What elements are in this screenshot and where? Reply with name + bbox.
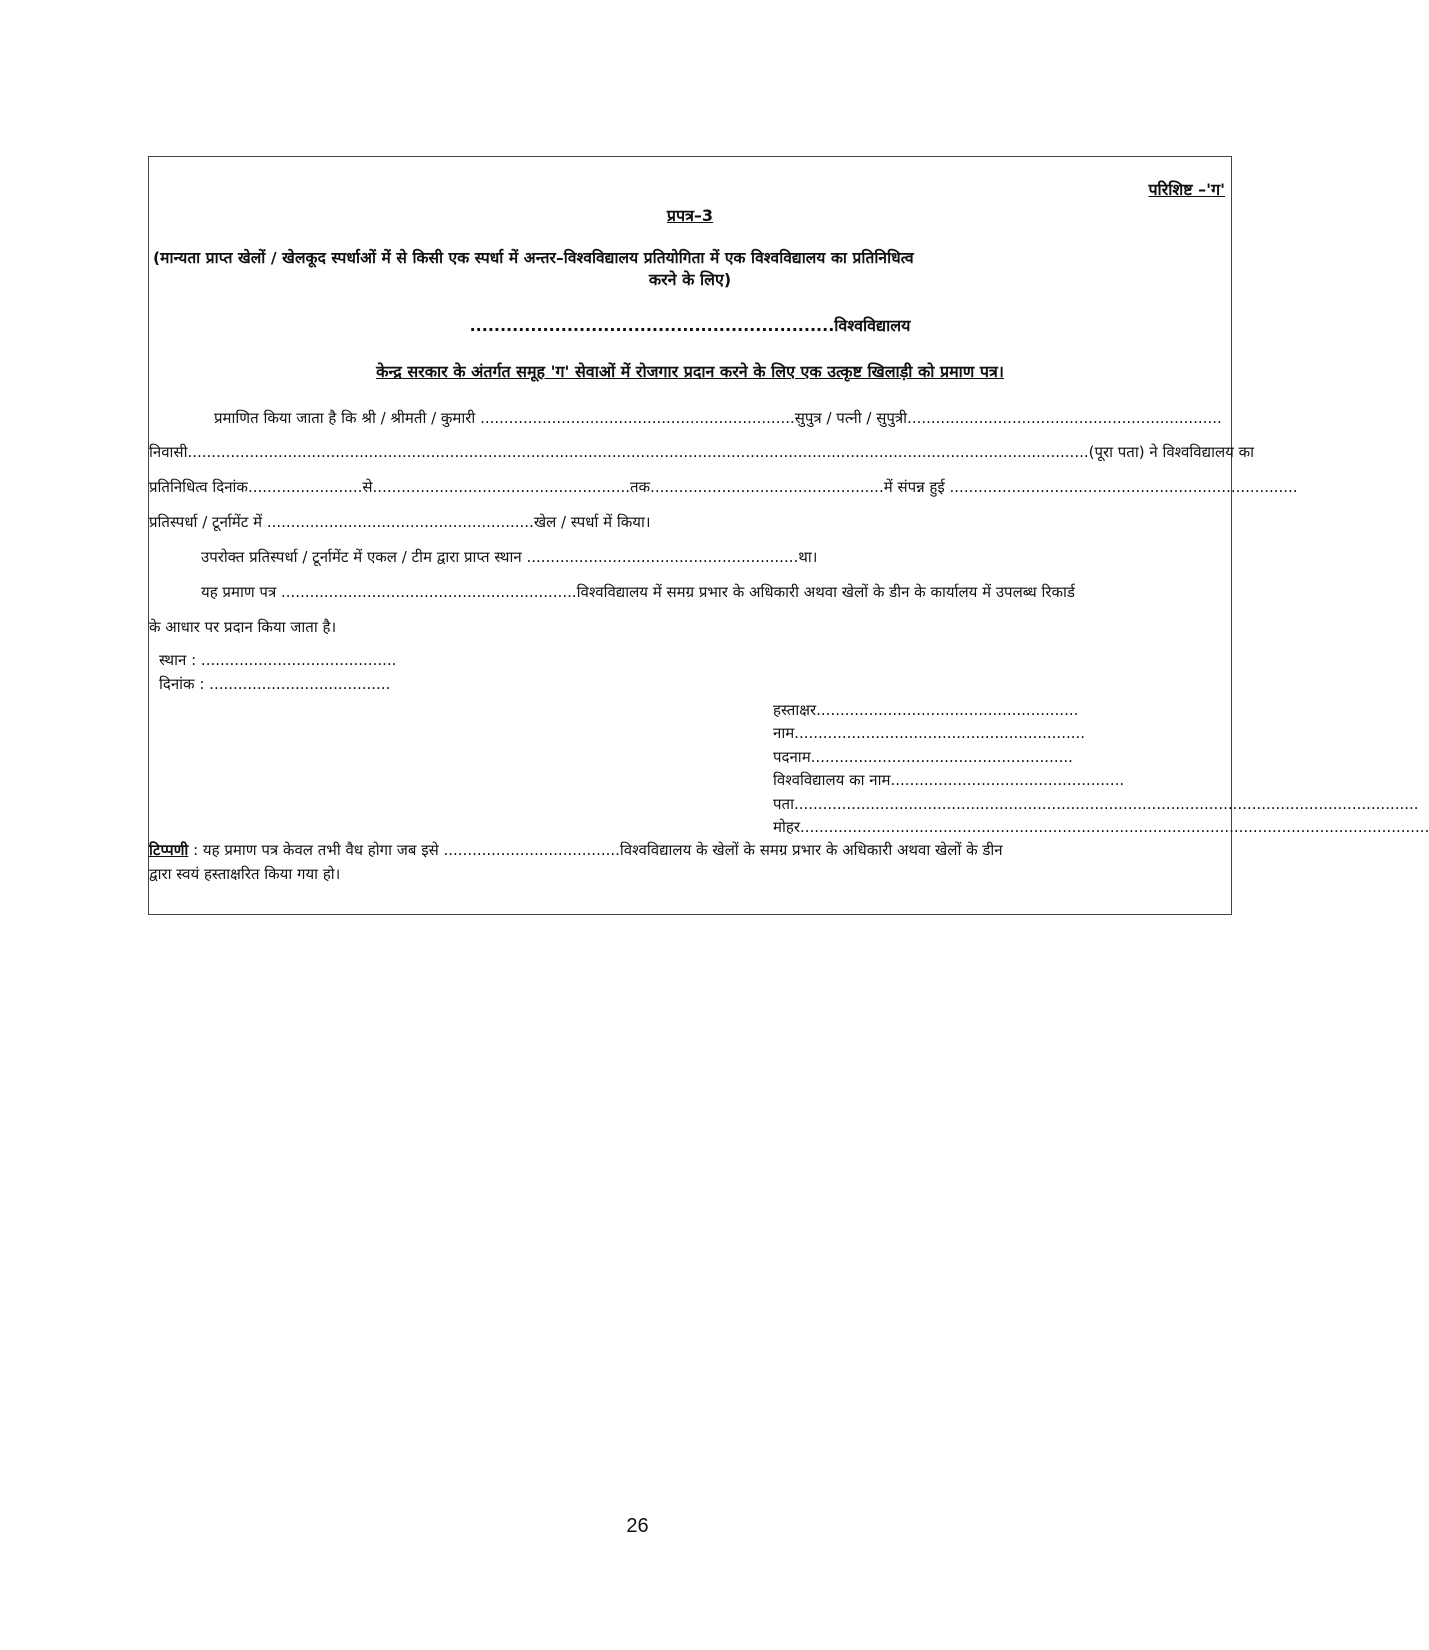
body-line-3: प्रतिनिधित्व दिनांक........................से......................................................तक.................................................में संपन्न हुई ......................................................................... — [149, 478, 1298, 496]
body-line-1: प्रमाणित किया जाता है कि श्री / श्रीमती / कुमारी ..................................................................सुपुत्र / पत्नी / सुपुत्री.................................................................. — [214, 409, 1222, 427]
form-subtitle-line2: करने के लिए) — [648, 270, 732, 289]
appendix-label: परिशिष्ट –'ग' — [1148, 180, 1225, 199]
note-text: : यह प्रमाण पत्र केवल तभी वैध होगा जब इसे .....................................विश्वविद्यालय के खेलों के समग्र प्रभार के अधिकारी अथवा खेलों के डीन — [188, 841, 1003, 859]
body-line-5: उपरोक्त प्रतिस्पर्धा / टूर्नामेंट में एकल / टीम द्वारा प्राप्त स्थान .........................................................था। — [201, 548, 818, 566]
designation-field: पदनाम....................................................... — [773, 748, 1073, 766]
page-number: 26 — [626, 1515, 649, 1537]
university-name-line: ............................................................विश्वविद्यालय — [469, 316, 911, 335]
address-field: पता................................................................................................................................... — [773, 795, 1419, 813]
body-line-2: निवासी.............................................................................................................................................................................................(पूरा पता) ने विश्वविद्यालय का — [149, 443, 1254, 461]
form-subtitle-line1: (मान्यता प्राप्त खेलों / खेलकूद स्पर्धाओं में से किसी एक स्पर्धा में अन्तर–विश्वविद्यालय प्रतियोगिता में एक विश्वविद्यालय का प्रतिनिधित्व — [153, 249, 914, 267]
university-name-field: विश्वविद्यालय का नाम................................................. — [773, 771, 1125, 789]
seal-field: मोहर.................................................................................................................................... — [773, 818, 1429, 836]
note-line-2: द्वारा स्वयं हस्ताक्षरित किया गया हो। — [149, 865, 341, 883]
date-field: दिनांक : ...................................... — [159, 675, 391, 693]
certificate-form — [148, 156, 1429, 915]
name-field: नाम............................................................. — [773, 724, 1086, 742]
body-line-7: के आधार पर प्रदान किया जाता है। — [149, 618, 337, 636]
body-line-4: प्रतिस्पर्धा / टूर्नामेंट में ........................................................खेल / स्पर्धा में किया। — [149, 513, 651, 531]
signature-field: हस्ताक्षर....................................................... — [773, 701, 1079, 719]
body-line-6: यह प्रमाण पत्र ..............................................................विश्वविद्यालय में समग्र प्रभार के अधिकारी अथवा खेलों के डीन के कार्यालय में उपलब्ध रिकार्ड — [201, 583, 1075, 601]
form-number: प्रपत्र–3 — [666, 206, 714, 225]
place-field: स्थान : ......................................... — [159, 651, 397, 669]
note-line-1 — [149, 839, 1225, 861]
note-label: टिप्पणी — [149, 841, 189, 859]
certificate-title: केन्द्र सरकार के अंतर्गत समूह 'ग' सेवाओं में रोजगार प्रदान करने के लिए एक उत्कृष्ट खिलाड़ी को प्रमाण पत्र। — [376, 362, 1004, 381]
